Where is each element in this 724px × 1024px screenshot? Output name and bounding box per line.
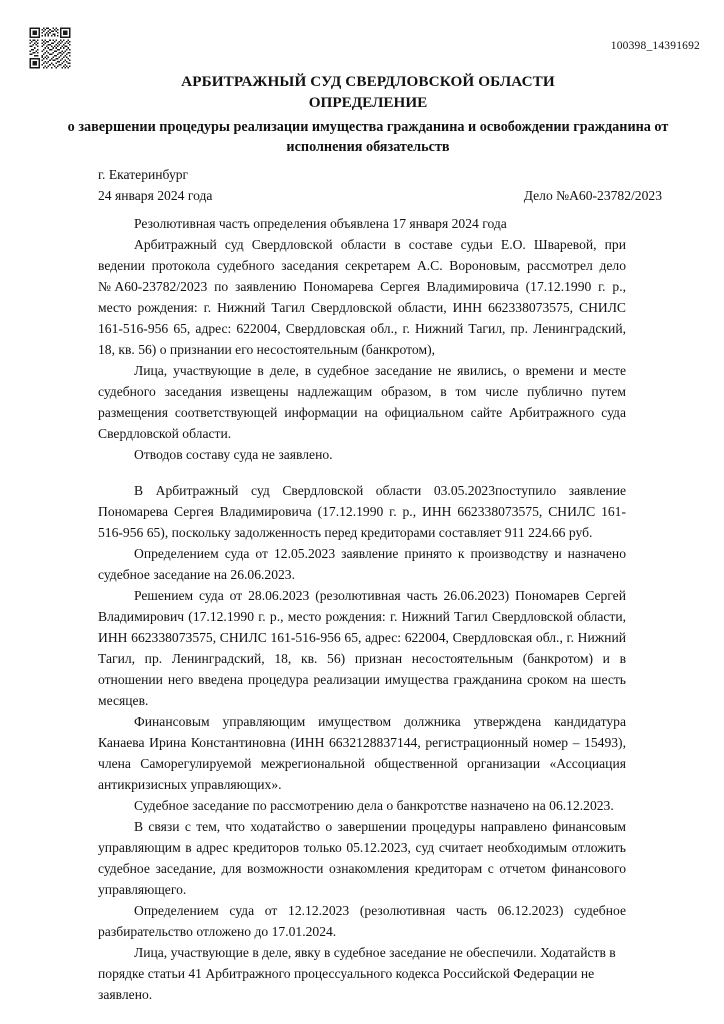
document-body [98,213,626,1005]
paragraph-financial-manager: Финансовым управляющим имуществом должника утверждена кандидатура Канаева Ирина Константиновна (ИНН 6632128837144, регистрационный номер – 15493), члена Саморегулируемой межрегиональной общественной организации «Ассоциация антикризисных управляющих». [98,714,626,792]
paragraph-hearing-scheduled: Судебное заседание по рассмотрению дела о банкротстве назначено на 06.12.2023. [134,798,614,813]
court-name-title: АРБИТРАЖНЫЙ СУД СВЕРДЛОВСКОЙ ОБЛАСТИ [181,73,555,90]
paragraph-proceedings-postponed: Определением суда от 12.12.2023 (резолютивная часть 06.12.2023) судебное разбирательство отложено до 17.01.2024. [98,903,626,939]
document-meta [98,165,662,206]
document-subject-title: о завершении процедуры реализации имущества гражданина и освобождении гражданина от исполнения обязательств [67,118,669,156]
case-number-label: Дело №А60-23782/2023 [523,187,662,203]
paragraph-bankruptcy-decision: Решением суда от 28.06.2023 (резолютивная часть 26.06.2023) Пономарев Сергей Владимирович (17.12.1990 г. р., место рождения: г. Нижний Тагил Свердловской области, ИНН 662338073575, СНИЛС 161-516-956 65, адрес: 622004, Свердловская обл., г. Нижний Тагил, пр. Ленинградский, 18, кв. 56) признан несостоятельным (банкротом) и в отношении него введена процедура реализации имущества гражданина сроком на шесть месяцев. [98,588,626,708]
meta-row-date-case [98,186,662,207]
paragraph-hearing-postponed-reason: В связи с тем, что ходатайство о завершении процедуры направлено финансовым управляющим в адрес кредиторов только 05.12.2023, суд считает необходимым отложить судебное заседание, для возможности ознакомления кредиторам с отчетом финансового управляющего. [98,819,626,897]
paragraph-parties-absent: Лица, участвующие в деле, в судебное заседание не явились, о времени и месте судебного заседания извещены надлежащим образом, в том числе публично путем размещения соответствующей информации на официальном сайте Арбитражного суда Свердловской области. [98,363,626,441]
paragraph-application-accepted: Определением суда от 12.05.2023 заявление принято к производству и назначено судебное заседание на 26.06.2023. [98,546,626,582]
document-type-title: ОПРЕДЕЛЕНИЕ [308,94,428,112]
document-number: 100398_14391692 [610,40,700,52]
qr-code-icon [28,26,72,70]
paragraph-no-appearance: Лица, участвующие в деле, явку в судебное заседание не обеспечили. Ходатайств в порядке статьи 41 Арбитражного процессуального кодекса Российской Федерации не заявлено. [98,945,616,1002]
meta-row-city [98,165,662,186]
date-label: 24 января 2024 года [98,187,213,203]
paragraph-resolution-announced: Резолютивная часть определения объявлена 17 января 2024 года [134,216,507,231]
document-titles [60,72,676,157]
city-label: г. Екатеринбург [98,167,189,182]
paragraph-no-recusals: Отводов составу суда не заявлено. [134,447,333,462]
paragraph-application-received: В Арбитражный суд Свердловской области 03.05.2023поступило заявление Пономарева Сергея Владимировича (17.12.1990 г. р., ИНН 662338073575, СНИЛС 161-516-956 65), поскольку задолженность перед кредиторами составляет 911 224.66 руб. [98,483,626,540]
paragraph-court-composition: Арбитражный суд Свердловской области в составе судьи Е.О. Шваревой, при ведении протокола судебного заседания секретарем А.С. Вороновым, рассмотрел дело №А60-23782/2023 по заявлению Пономарева Сергея Владимировича (17.12.1990 г. р., место рождения: г. Нижний Тагил Свердловской области, ИНН 662338073575, СНИЛС 161-516-956 65, адрес: 622004, Свердловская обл., г. Нижний Тагил, пр. Ленинградский, 18, кв. 56) о признании его несостоятельным (банкротом), [98,237,626,357]
